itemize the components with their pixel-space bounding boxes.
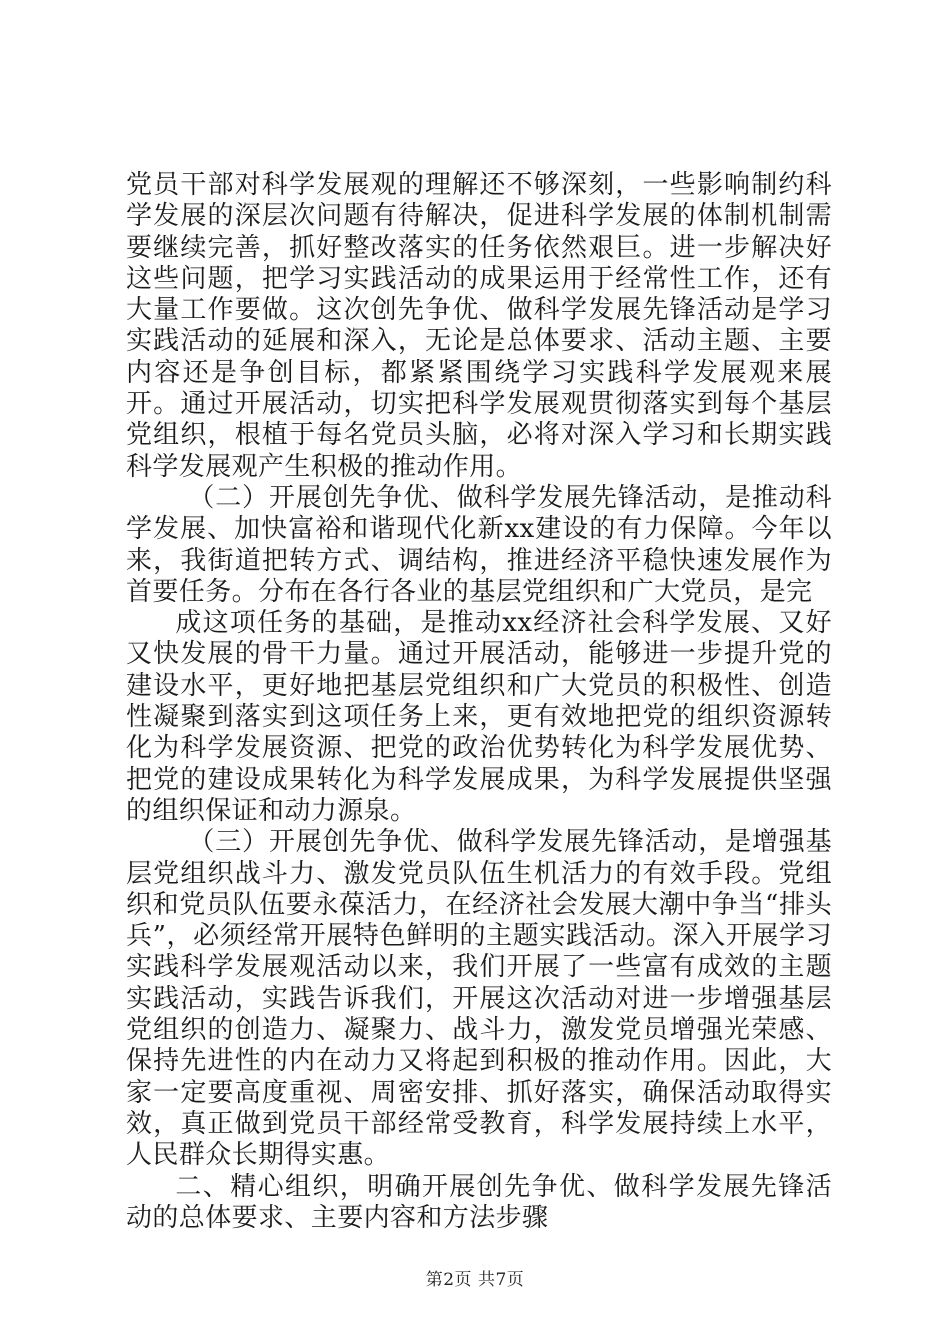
paragraph-section-two: （二）开展创先争优、做科学发展先锋活动，是推动科学发展、加快富裕和谐现代化新xx建设的有力保障。今年以来，我街道把转方式、调结构，推进经济平稳快速发展作为首要任务。分布在各行各业的基层党组织和广大党员，是完 (126, 482, 832, 607)
paragraph-section-three: （三）开展创先争优、做科学发展先锋活动，是增强基层党组织战斗力、激发党员队伍生机活力的有效手段。党组织和党员队伍要永葆活力，在经济社会发展大潮中争当“排头兵”，必须经常开展特色鲜明的主题实践活动。深入开展学习实践科学发展观活动以来，我们开展了一些富有成效的主题实践活动，实践告诉我们，开展这次活动对进一步增强基层党组织的创造力、凝聚力、战斗力，激发党员增强光荣感、保持先进性的内在动力又将起到积极的推动作用。因此，大家一定要高度重视、周密安排、抓好落实，确保活动取得实效，真正做到党员干部经常受教育，科学发展持续上水平，人民群众长期得实惠。 (126, 827, 832, 1171)
paragraph-section-two-continued: 成这项任务的基础，是推动xx经济社会科学发展、又好又快发展的骨干力量。通过开展活动，能够进一步提升党的建设水平，更好地把基层党组织和广大党员的积极性、创造性凝聚到落实到这项任务上来，更有效地把党的组织资源转化为科学发展资源、把党的政治优势转化为科学发展优势、把党的建设成果转化为科学发展成果，为科学发展提供坚强的组织保证和动力源泉。 (126, 608, 832, 826)
document-body (126, 170, 832, 1234)
section-heading-two: 二、精心组织，明确开展创先争优、做科学发展先锋活动的总体要求、主要内容和方法步骤 (126, 1171, 832, 1233)
paragraph-continuation: 党员干部对科学发展观的理解还不够深刻，一些影响制约科学发展的深层次问题有待解决，促进科学发展的体制机制需要继续完善，抓好整改落实的任务依然艰巨。进一步解决好这些问题，把学习实践活动的成果运用于经常性工作，还有大量工作要做。这次创先争优、做科学发展先锋活动是学习实践活动的延展和深入，无论是总体要求、活动主题、主要内容还是争创目标，都紧紧围绕学习实践科学发展观来展开。通过开展活动，切实把科学发展观贯彻落实到每个基层党组织，根植于每名党员头脑，必将对深入学习和长期实践科学发展观产生积极的推动作用。 (126, 170, 832, 482)
page-number-footer: 第2页 共7页 (425, 1270, 525, 1290)
